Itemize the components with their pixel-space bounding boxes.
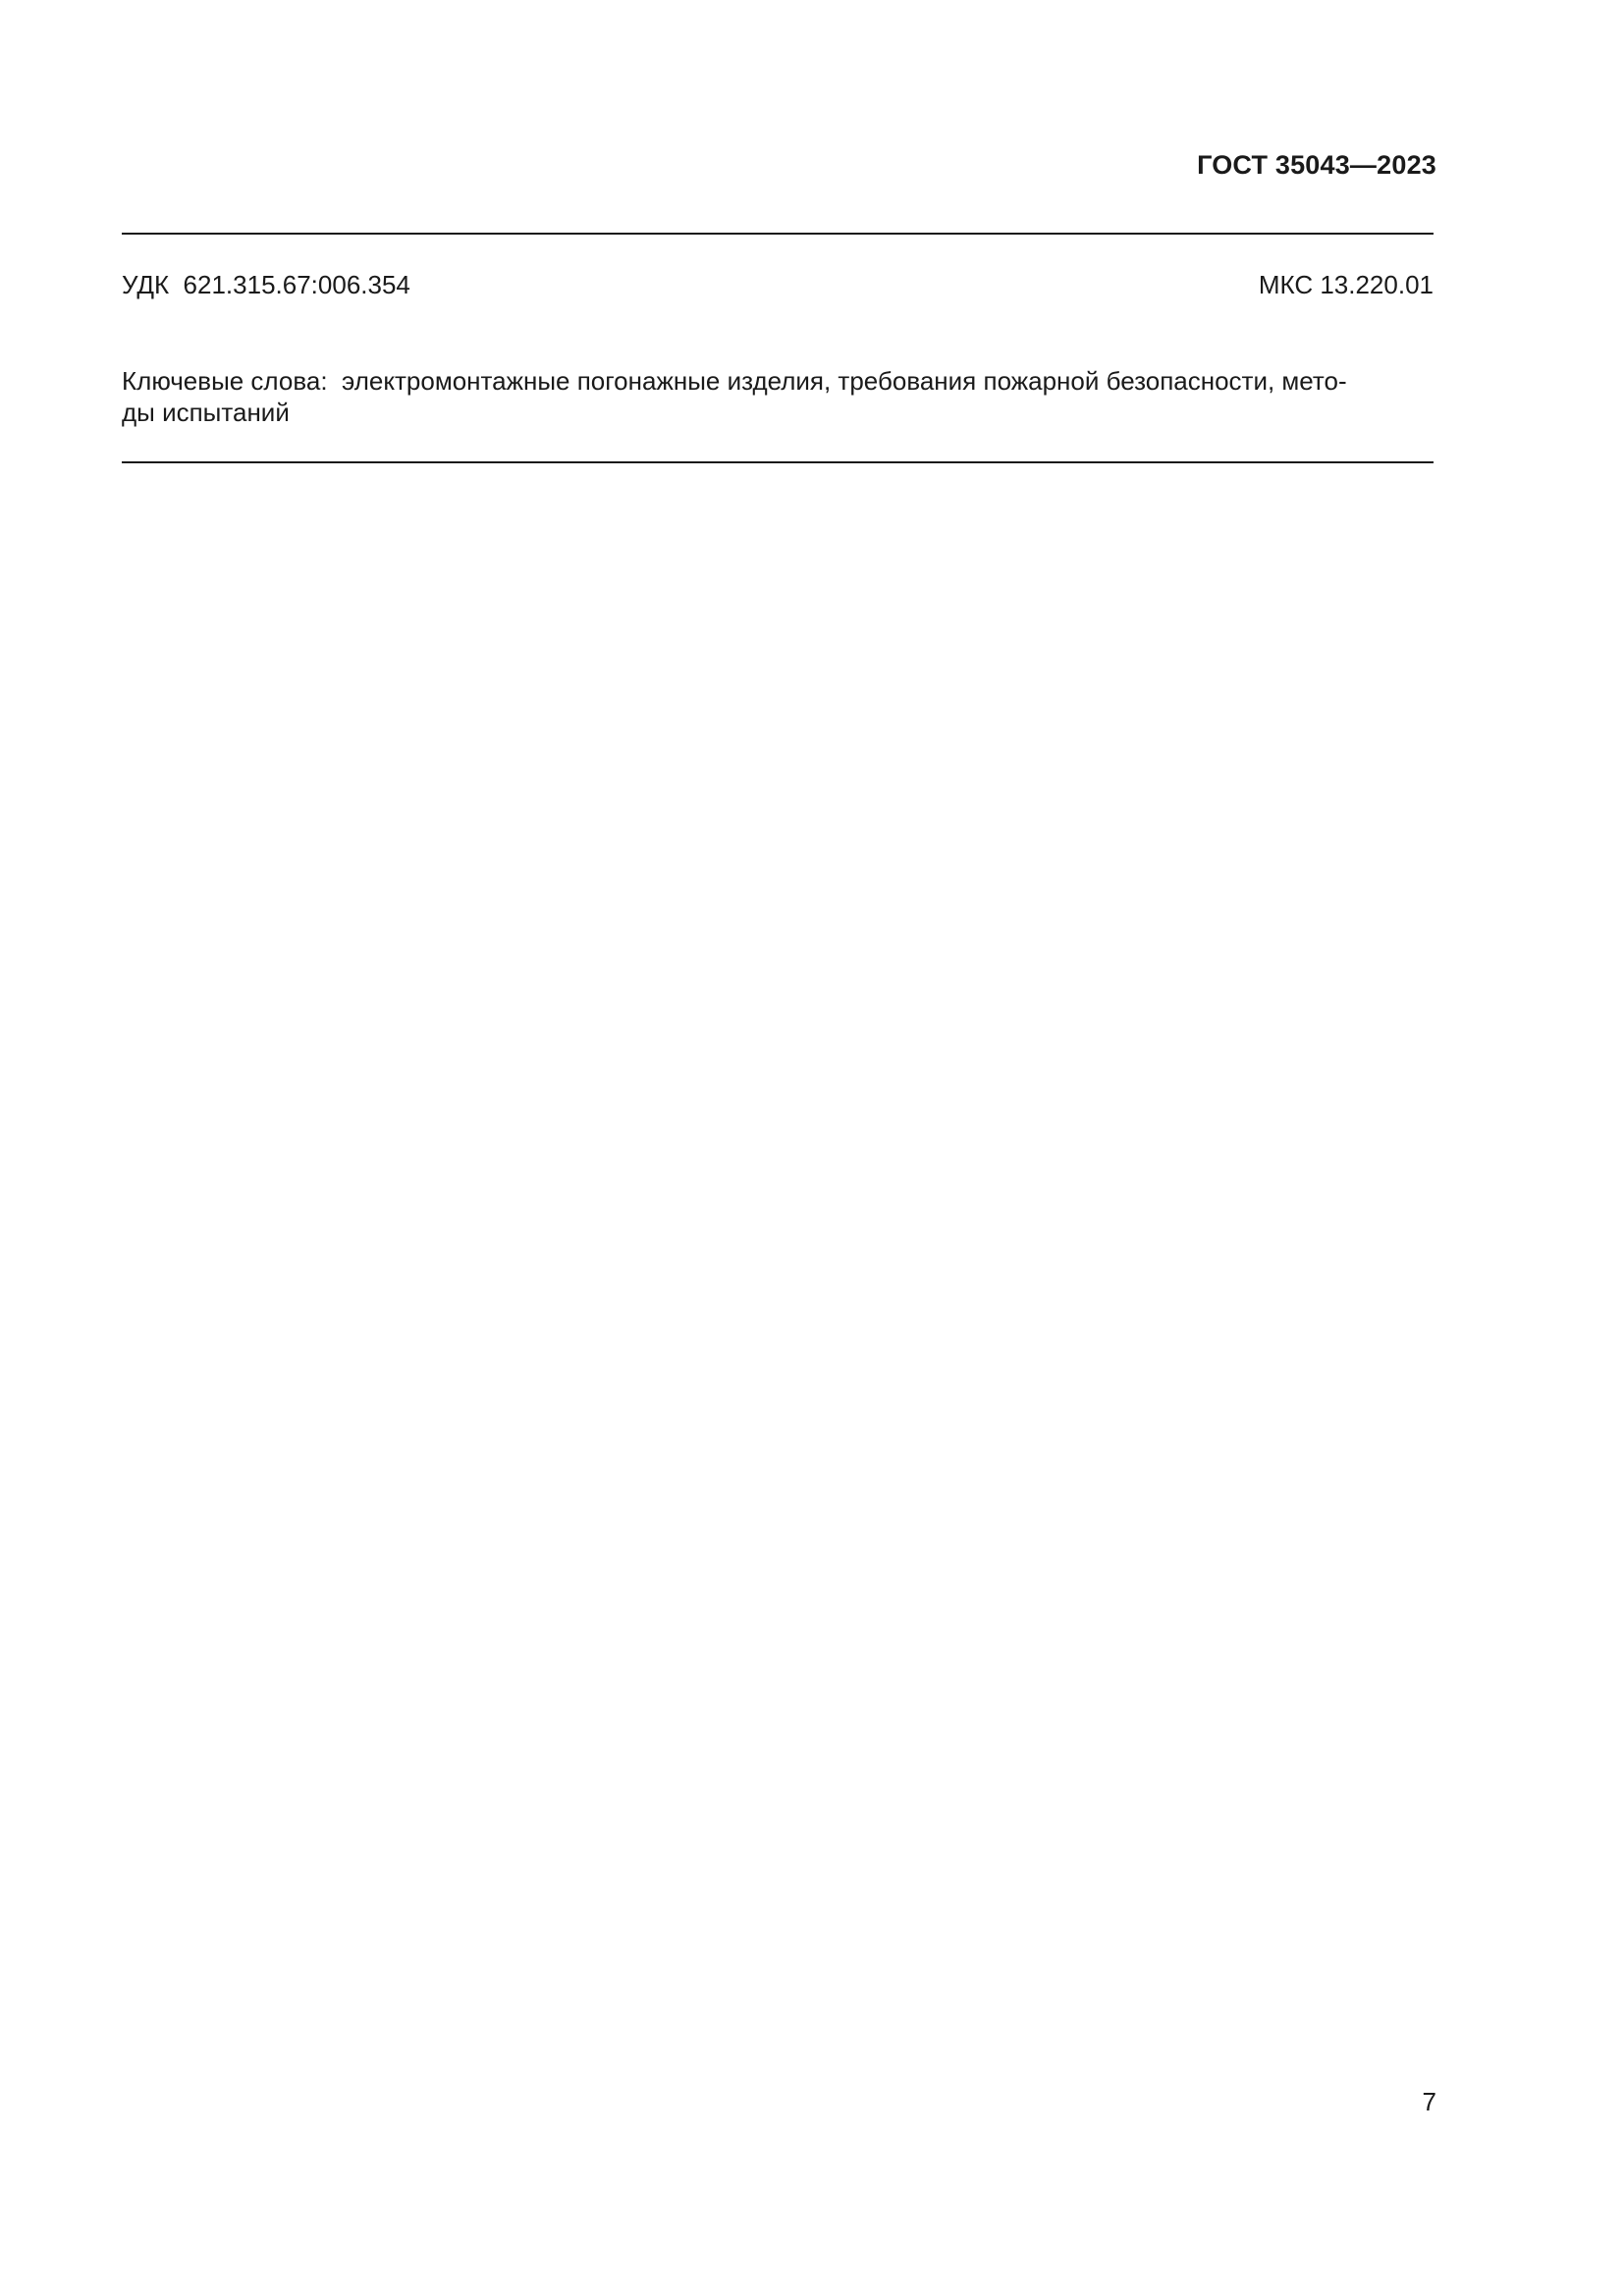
mks-code: МКС 13.220.01 bbox=[1258, 270, 1434, 299]
keywords-line-2: ды испытаний bbox=[122, 398, 290, 427]
page-number: 7 bbox=[1422, 2087, 1436, 2116]
keywords-line-1: Ключевые слова: электромонтажные погонажные изделия, требования пожарной безопасности, мето- bbox=[122, 366, 1347, 396]
keywords-block bbox=[122, 365, 1434, 428]
top-divider bbox=[122, 233, 1434, 235]
classification-row bbox=[122, 267, 1434, 302]
udk-code: УДК 621.315.67:006.354 bbox=[122, 270, 410, 299]
document-number: ГОСТ 35043—2023 bbox=[1197, 150, 1436, 180]
bottom-divider bbox=[122, 461, 1434, 463]
